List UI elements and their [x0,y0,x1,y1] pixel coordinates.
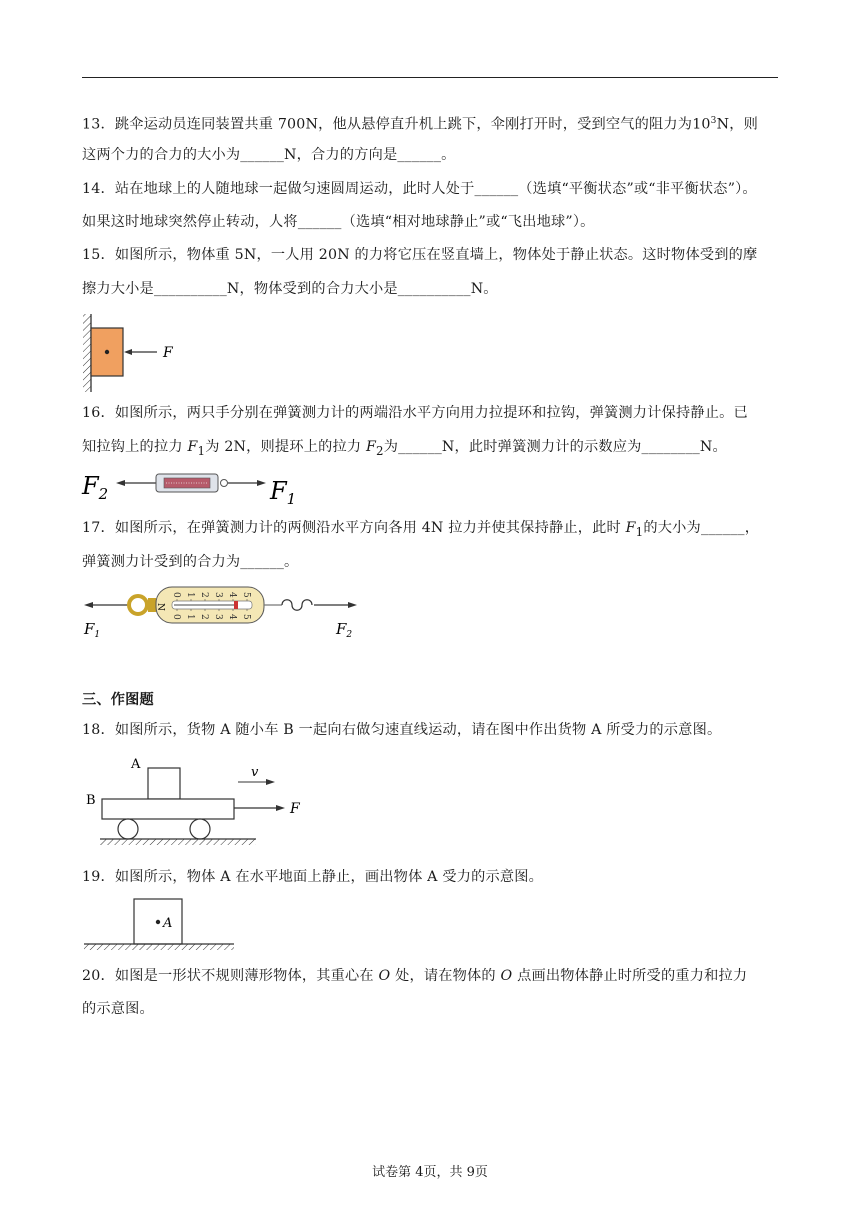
q16-line2: 知拉钩上的拉力 $F_1$为 2N，则提环上的拉力 $F_2$为______N，此时弹簧测力计的示数应为________N。 [82,439,727,458]
q14-line2: 如果这时地球突然停止转动，人将______（选填“相对地球静止”或“飞出地球”）。 [82,214,595,230]
q20-line1: 20．如图是一形状不规则薄形物体，其重心在 O 处，请在物体的 O 点画出物体静止时所受的重力和拉力 [82,968,748,984]
section-3-title: 三、作图题 [82,692,154,708]
scale-label-top: 1 [185,592,195,598]
svg-text:N: N [155,603,165,611]
q18-label-b: B [86,793,96,808]
cargo-a [148,768,180,799]
block-center-dot [105,350,109,354]
q13-line1: 13．跳伞运动员连同装置共重 700N，他从悬停直升机上跳下，伞刚打开时，受到空气的阻力为$10^3N$，则 [82,116,758,133]
q13-line2: 这两个力的合力的大小为______N，合力的方向是______。 [82,147,456,163]
q16-fig-f2: $F_2$ [82,472,109,503]
q15-figure [80,312,200,394]
q18-label-f: F [290,801,300,817]
q17-fig-f2: $F_2$ [336,620,353,640]
q18-label-a: A [131,757,141,772]
q17-fig-f1: $F_1$ [84,620,101,640]
scale-label-bottom: 2 [199,614,209,620]
scale-label-bottom: 5 [241,614,251,620]
q17-line1: 17．如图所示，在弹簧测力计的两侧沿水平方向各用 4N 拉力并使其保持静止，此时 $F_1$的大小为______， [82,520,760,539]
scale-label-top: 4 [227,592,237,598]
wall-hatch [83,314,91,392]
header-rule [82,77,778,78]
q17-line2: 弹簧测力计受到的合力为______。 [82,554,299,570]
q16-line1: 16．如图所示，两只手分别在弹簧测力计的两端沿水平方向用力拉提环和拉钩，弹簧测力计保持静止。已 [82,405,748,421]
q19-label-a: A [163,916,173,931]
page-footer: 试卷第 4页，共 9页 [372,1165,488,1180]
scale-label-top: 0 [171,592,181,598]
q16-fig-f1: $F_1$ [270,477,297,506]
scale-label-top: 5 [241,592,251,598]
q19-line1: 19．如图所示，物体 A 在水平地面上静止，画出物体 A 受力的示意图。 [82,869,544,885]
cart-b [102,799,234,819]
q18-label-v: v [251,765,259,780]
q15-line2: 擦力大小是__________N，物体受到的合力大小是__________N。 [82,281,498,297]
q15-line1: 15．如图所示，物体重 5N，一人用 20N 的力将它压在竖直墙上，物体处于静止状态。这时物体受到的摩 [82,247,758,263]
scale-label-bottom: 3 [213,614,223,620]
scale-label-top: 2 [199,592,209,598]
q17-figure [80,580,370,642]
scale-label-top: 3 [213,592,223,598]
q18-line1: 18．如图所示，货物 A 随小车 B 一起向右做匀速直线运动，请在图中作出货物 A 所受力的示意图。 [82,722,722,738]
force-label: F [163,345,173,361]
scale-label-bottom: 1 [185,614,195,620]
q16-figure [80,466,310,506]
hook [282,600,312,611]
q18-figure [80,752,320,850]
q14-line1: 14．站在地球上的人随地球一起做匀速圆周运动，此时人处于______（选填“平衡状态”或“非平衡状态”）。 [82,181,757,197]
scale-label-bottom: 4 [227,614,237,620]
scale-label-bottom: 0 [171,614,181,620]
wheel-left [118,819,138,839]
pull-ring [129,596,147,614]
q19-figure [80,896,240,956]
q20-line2: 的示意图。 [82,1001,154,1017]
wheel-right [190,819,210,839]
